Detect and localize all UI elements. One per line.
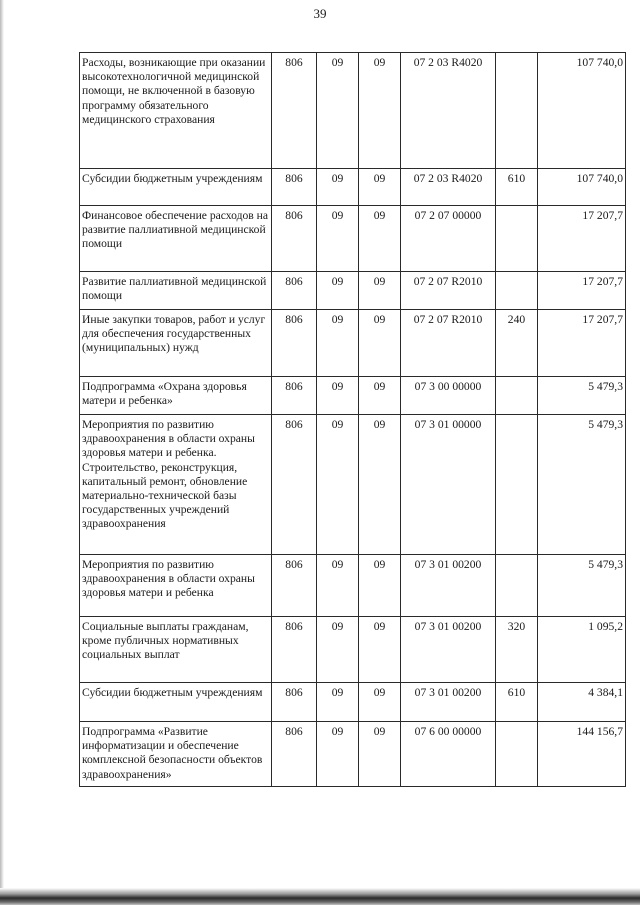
table-row (80, 555, 626, 617)
row-target-code: 07 2 07 R2010 (401, 310, 496, 377)
row-section: 09 (317, 683, 359, 722)
row-subsection: 09 (359, 683, 401, 722)
table-row (80, 683, 626, 722)
row-ministry-code: 806 (272, 617, 317, 683)
row-subsection: 09 (359, 377, 401, 415)
row-name: Иные закупки товаров, работ и услуг для обеспечения государственных (муниципальных) нужд (80, 310, 272, 377)
row-section: 09 (317, 53, 359, 169)
row-expense-type (496, 206, 538, 272)
row-section: 09 (317, 555, 359, 617)
row-name: Субсидии бюджетным учреждениям (80, 683, 272, 722)
row-name: Развитие паллиативной медицинской помощи (80, 272, 272, 310)
row-section: 09 (317, 415, 359, 555)
table-row (80, 722, 626, 787)
row-expense-type (496, 415, 538, 555)
row-name: Мероприятия по развитию здравоохранения в области охраны здоровья матери и ребенка (80, 555, 272, 617)
row-amount: 17 207,7 (538, 272, 626, 310)
row-target-code: 07 3 01 00200 (401, 683, 496, 722)
row-amount: 107 740,0 (538, 169, 626, 206)
table-row (80, 169, 626, 206)
row-amount: 1 095,2 (538, 617, 626, 683)
row-target-code: 07 6 00 00000 (401, 722, 496, 787)
row-target-code: 07 2 07 00000 (401, 206, 496, 272)
row-section: 09 (317, 310, 359, 377)
table-row (80, 377, 626, 415)
row-name: Мероприятия по развитию здравоохранения в области охраны здоровья матери и ребенка. Строительство, реконструкция, капитальный ремонт, обновление материально-технической базы государственных учреждений здравоохранения (80, 415, 272, 555)
row-ministry-code: 806 (272, 310, 317, 377)
row-target-code: 07 3 00 00000 (401, 377, 496, 415)
table-row (80, 53, 626, 169)
row-subsection: 09 (359, 169, 401, 206)
row-amount: 4 384,1 (538, 683, 626, 722)
row-amount: 107 740,0 (538, 53, 626, 169)
budget-table (79, 52, 626, 787)
row-subsection: 09 (359, 206, 401, 272)
row-amount: 144 156,7 (538, 722, 626, 787)
row-expense-type (496, 272, 538, 310)
row-expense-type (496, 377, 538, 415)
row-subsection: 09 (359, 415, 401, 555)
row-amount: 17 207,7 (538, 206, 626, 272)
row-target-code: 07 3 01 00200 (401, 617, 496, 683)
row-target-code: 07 2 03 R4020 (401, 169, 496, 206)
table-row (80, 272, 626, 310)
row-expense-type: 240 (496, 310, 538, 377)
row-expense-type: 320 (496, 617, 538, 683)
row-target-code: 07 2 07 R2010 (401, 272, 496, 310)
row-amount: 5 479,3 (538, 415, 626, 555)
row-section: 09 (317, 272, 359, 310)
row-name: Расходы, возникающие при оказании высокотехнологичной медицинской помощи, не включенной в базовую программу обязательного медицинского страхования (80, 53, 272, 169)
row-name: Подпрограмма «Развитие информатизации и обеспечение комплексной безопасности объектов здравоохранения» (80, 722, 272, 787)
row-section: 09 (317, 206, 359, 272)
row-name: Финансовое обеспечение расходов на развитие паллиативной медицинской помощи (80, 206, 272, 272)
table-row (80, 415, 626, 555)
row-expense-type: 610 (496, 683, 538, 722)
row-ministry-code: 806 (272, 272, 317, 310)
row-ministry-code: 806 (272, 722, 317, 787)
row-ministry-code: 806 (272, 415, 317, 555)
row-expense-type (496, 53, 538, 169)
scan-bottom-edge (0, 888, 640, 905)
row-ministry-code: 806 (272, 169, 317, 206)
row-section: 09 (317, 617, 359, 683)
row-subsection: 09 (359, 555, 401, 617)
row-ministry-code: 806 (272, 377, 317, 415)
table-row (80, 310, 626, 377)
row-section: 09 (317, 169, 359, 206)
row-ministry-code: 806 (272, 206, 317, 272)
row-target-code: 07 3 01 00000 (401, 415, 496, 555)
row-subsection: 09 (359, 722, 401, 787)
table-row (80, 206, 626, 272)
row-name: Подпрограмма «Охрана здоровья матери и ребенка» (80, 377, 272, 415)
row-target-code: 07 2 03 R4020 (401, 53, 496, 169)
row-section: 09 (317, 722, 359, 787)
row-section: 09 (317, 377, 359, 415)
row-ministry-code: 806 (272, 683, 317, 722)
page-number: 39 (313, 6, 327, 21)
row-amount: 17 207,7 (538, 310, 626, 377)
row-target-code: 07 3 01 00200 (401, 555, 496, 617)
table-row (80, 617, 626, 683)
row-subsection: 09 (359, 53, 401, 169)
row-name: Субсидии бюджетным учреждениям (80, 169, 272, 206)
row-name: Социальные выплаты гражданам, кроме публичных нормативных социальных выплат (80, 617, 272, 683)
row-ministry-code: 806 (272, 555, 317, 617)
row-subsection: 09 (359, 617, 401, 683)
row-expense-type: 610 (496, 169, 538, 206)
scan-edge-shadow (0, 0, 4, 905)
row-ministry-code: 806 (272, 53, 317, 169)
row-amount: 5 479,3 (538, 555, 626, 617)
row-subsection: 09 (359, 310, 401, 377)
row-expense-type (496, 722, 538, 787)
row-expense-type (496, 555, 538, 617)
row-amount: 5 479,3 (538, 377, 626, 415)
row-subsection: 09 (359, 272, 401, 310)
